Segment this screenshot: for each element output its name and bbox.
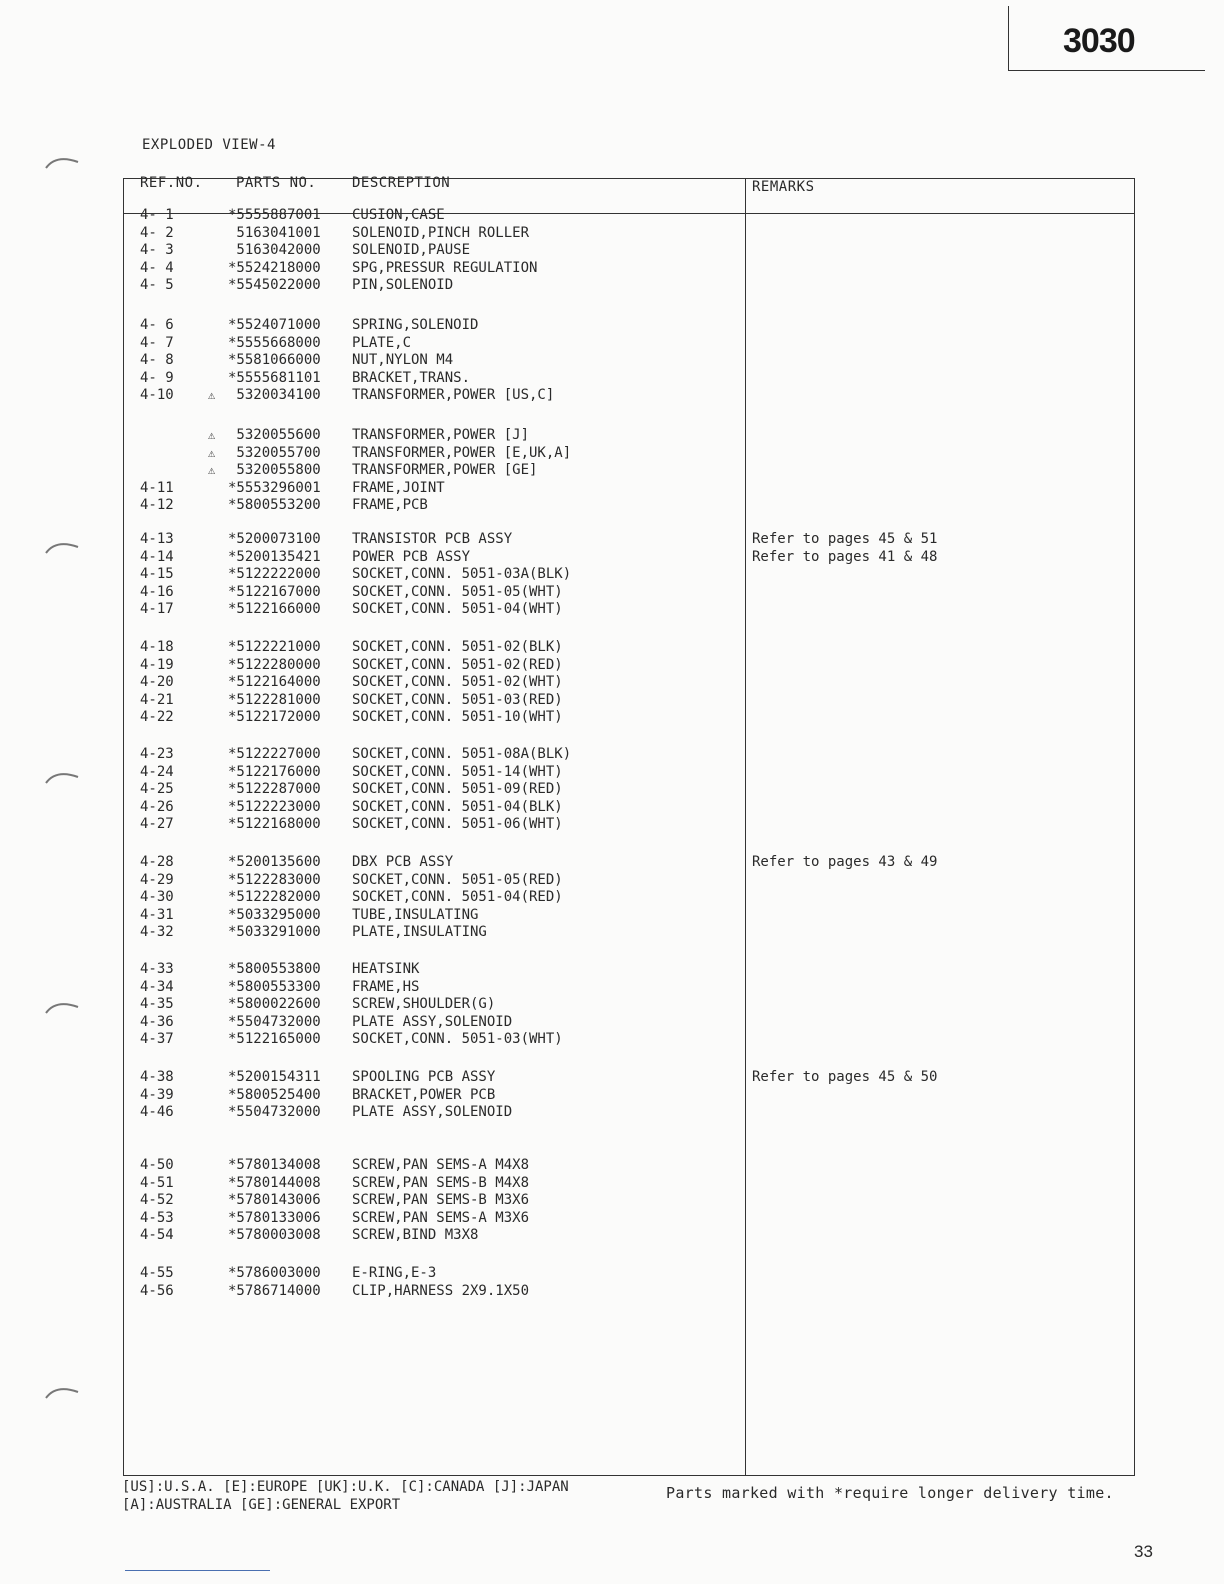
table-row	[124, 531, 1134, 549]
ref-no-cell: 4-27	[140, 816, 174, 833]
ref-no-cell: 4-14	[140, 548, 174, 565]
punch-hole-mark	[42, 150, 86, 172]
table-row	[124, 1210, 1134, 1228]
table-row	[124, 445, 1134, 463]
description-cell: SOCKET,CONN. 5051-14(WHT)	[352, 763, 563, 780]
description-cell: SCREW,PAN SEMS-A M3X6	[352, 1209, 530, 1226]
parts-group	[124, 427, 1134, 515]
table-row	[124, 907, 1134, 925]
description-cell: SCREW,PAN SEMS-B M4X8	[352, 1174, 530, 1191]
table-row	[124, 639, 1134, 657]
punch-hole-mark	[42, 765, 86, 787]
description-cell: TUBE,INSULATING	[352, 906, 479, 923]
parts-group	[124, 317, 1134, 405]
safety-warning-icon: ⚠	[208, 428, 216, 442]
description-cell: TRANSFORMER,POWER [J]	[352, 427, 530, 443]
parts-no-cell: *5122166000	[228, 601, 321, 618]
parts-no-cell: *5555887001	[228, 207, 321, 223]
remarks-cell: Refer to pages 41 & 48	[752, 548, 938, 565]
ref-no-cell: 4-10	[140, 387, 174, 404]
description-cell: SOCKET,CONN. 5051-09(RED)	[352, 781, 563, 798]
description-cell: NUT,NYLON M4	[352, 352, 454, 369]
description-cell: SOCKET,CONN. 5051-06(WHT)	[352, 816, 563, 833]
parts-no-cell: *5122165000	[228, 1031, 321, 1048]
parts-no-cell: 5320034100	[228, 387, 321, 404]
parts-no-cell: *5800553800	[228, 961, 321, 977]
description-cell: CLIP,HARNESS 2X9.1X50	[352, 1282, 530, 1299]
table-row	[124, 225, 1134, 243]
description-cell: SOCKET,CONN. 5051-03(RED)	[352, 691, 563, 708]
parts-no-cell: *5122221000	[228, 639, 321, 655]
parts-group	[124, 1265, 1134, 1300]
bottom-edge-rule	[125, 1570, 270, 1571]
table-row	[124, 427, 1134, 445]
description-cell: SCREW,BIND M3X8	[352, 1227, 479, 1244]
parts-table	[123, 175, 1135, 1476]
ref-no-cell: 4-30	[140, 889, 174, 906]
ref-no-cell: 4-54	[140, 1227, 174, 1244]
description-cell: SCREW,PAN SEMS-A M4X8	[352, 1157, 530, 1173]
section-title: EXPLODED VIEW-4	[142, 137, 276, 153]
parts-no-cell: 5320055600	[228, 427, 321, 443]
table-row	[124, 317, 1134, 335]
parts-group	[124, 746, 1134, 834]
parts-no-cell: *5524071000	[228, 317, 321, 333]
description-cell: HEATSINK	[352, 961, 420, 977]
table-row	[124, 1157, 1134, 1175]
description-cell: POWER PCB ASSY	[352, 548, 471, 565]
table-row	[124, 260, 1134, 278]
ref-no-cell: 4-50	[140, 1157, 174, 1173]
parts-no-cell: *5200154311	[228, 1069, 321, 1085]
parts-no-cell: *5122172000	[228, 709, 321, 726]
parts-no-cell: *5800553300	[228, 978, 321, 995]
safety-warning-icon: ⚠	[208, 445, 216, 460]
punch-hole-mark	[42, 995, 86, 1017]
parts-group	[124, 1069, 1134, 1122]
description-cell: DBX PCB ASSY	[352, 854, 454, 870]
description-cell: FRAME,JOINT	[352, 479, 445, 496]
ref-no-cell: 4- 7	[140, 334, 174, 351]
parts-no-cell: *5122222000	[228, 566, 321, 583]
remarks-cell: Refer to pages 45 & 51	[752, 531, 938, 547]
parts-no-cell: *5555681101	[228, 369, 321, 386]
description-cell: TRANSFORMER,POWER [US,C]	[352, 387, 555, 404]
ref-no-cell: 4- 1	[140, 207, 174, 223]
ref-no-cell: 4-36	[140, 1013, 174, 1030]
parts-no-cell: *5800525400	[228, 1086, 321, 1103]
table-row	[124, 207, 1134, 225]
description-cell: PLATE,C	[352, 334, 412, 351]
ref-no-cell: 4-11	[140, 479, 174, 496]
ref-no-cell: 4-26	[140, 798, 174, 815]
description-cell: CUSION,CASE	[352, 207, 445, 223]
table-row	[124, 584, 1134, 602]
page-number: 33	[1134, 1542, 1153, 1561]
table-row	[124, 480, 1134, 498]
header-parts-no: PARTS NO.	[236, 175, 317, 191]
parts-no-cell: 5163042000	[228, 242, 321, 259]
parts-no-cell: *5780134008	[228, 1157, 321, 1173]
ref-no-cell: 4-22	[140, 709, 174, 726]
table-row	[124, 1175, 1134, 1193]
parts-no-cell: *5780143006	[228, 1192, 321, 1209]
table-row	[124, 1031, 1134, 1049]
ref-no-cell: 4- 6	[140, 317, 174, 333]
table-row	[124, 601, 1134, 619]
parts-no-cell: *5122176000	[228, 763, 321, 780]
model-number-box	[1008, 6, 1205, 71]
parts-no-cell: *5545022000	[228, 277, 321, 294]
table-row	[124, 979, 1134, 997]
ref-no-cell: 4- 5	[140, 277, 174, 294]
description-cell: FRAME,PCB	[352, 497, 428, 514]
ref-no-cell: 4-25	[140, 781, 174, 798]
ref-no-cell: 4-56	[140, 1282, 174, 1299]
ref-no-cell: 4-51	[140, 1174, 174, 1191]
table-row	[124, 996, 1134, 1014]
description-cell: SOCKET,CONN. 5051-02(WHT)	[352, 674, 563, 691]
ref-no-cell: 4- 8	[140, 352, 174, 369]
ref-no-cell: 4- 9	[140, 369, 174, 386]
table-row	[124, 924, 1134, 942]
parts-no-cell: *5122281000	[228, 691, 321, 708]
safety-warning-icon: ⚠	[208, 463, 216, 478]
table-row	[124, 961, 1134, 979]
description-cell: PLATE,INSULATING	[352, 924, 487, 941]
description-cell: SCREW,PAN SEMS-B M3X6	[352, 1192, 530, 1209]
ref-no-cell: 4-31	[140, 906, 174, 923]
ref-no-cell: 4-35	[140, 996, 174, 1013]
parts-no-cell: 5163041001	[228, 224, 321, 241]
parts-no-cell: *5200135600	[228, 854, 321, 870]
table-row	[124, 1192, 1134, 1210]
table-row	[124, 1283, 1134, 1301]
parts-no-cell: *5033291000	[228, 924, 321, 941]
description-cell: TRANSFORMER,POWER [E,UK,A]	[352, 444, 572, 461]
ref-no-cell: 4-13	[140, 531, 174, 547]
ref-no-cell: 4-52	[140, 1192, 174, 1209]
table-row	[124, 497, 1134, 515]
parts-group	[124, 854, 1134, 942]
parts-no-cell: *5780144008	[228, 1174, 321, 1191]
ref-no-cell: 4-29	[140, 871, 174, 888]
table-row	[124, 1265, 1134, 1283]
table-row	[124, 709, 1134, 727]
region-codes-legend	[122, 1478, 569, 1514]
description-cell: SOCKET,CONN. 5051-02(RED)	[352, 656, 563, 673]
table-row	[124, 277, 1134, 295]
parts-no-cell: *5033295000	[228, 906, 321, 923]
table-row	[124, 889, 1134, 907]
table-row	[124, 370, 1134, 388]
parts-no-cell: 5320055800	[228, 462, 321, 479]
table-row	[124, 352, 1134, 370]
ref-no-cell: 4-20	[140, 674, 174, 691]
ref-no-cell: 4-16	[140, 583, 174, 600]
parts-no-cell: *5581066000	[228, 352, 321, 369]
punch-hole-mark	[42, 1380, 86, 1402]
parts-no-cell: *5122167000	[228, 583, 321, 600]
parts-no-cell: *5553296001	[228, 479, 321, 496]
description-cell: SPG,PRESSUR REGULATION	[352, 259, 538, 276]
description-cell: SOCKET,CONN. 5051-08A(BLK)	[352, 746, 572, 762]
parts-no-cell: *5786003000	[228, 1265, 321, 1281]
parts-no-cell: *5122223000	[228, 798, 321, 815]
header-ref-no: REF.NO.	[140, 175, 203, 191]
table-row	[124, 816, 1134, 834]
description-cell: PLATE ASSY,SOLENOID	[352, 1013, 513, 1030]
table-row	[124, 657, 1134, 675]
table-row	[124, 566, 1134, 584]
description-cell: SPRING,SOLENOID	[352, 317, 479, 333]
parts-no-cell: *5504732000	[228, 1013, 321, 1030]
header-description: DESCREPTION	[352, 175, 451, 191]
parts-group	[124, 961, 1134, 1049]
parts-no-cell: *5780133006	[228, 1209, 321, 1226]
table-row	[124, 764, 1134, 782]
parts-no-cell: *5200073100	[228, 531, 321, 547]
ref-no-cell: 4-34	[140, 978, 174, 995]
ref-no-cell: 4-28	[140, 854, 174, 870]
description-cell: SOCKET,CONN. 5051-05(WHT)	[352, 583, 563, 600]
ref-no-cell: 4-46	[140, 1104, 174, 1121]
ref-no-cell: 4-21	[140, 691, 174, 708]
description-cell: SOCKET,CONN. 5051-03A(BLK)	[352, 566, 572, 583]
ref-no-cell: 4- 4	[140, 259, 174, 276]
ref-no-cell: 4-32	[140, 924, 174, 941]
table-row	[124, 1069, 1134, 1087]
description-cell: SOCKET,CONN. 5051-04(BLK)	[352, 798, 563, 815]
ref-no-cell: 4- 2	[140, 224, 174, 241]
parts-no-cell: *5780003008	[228, 1227, 321, 1244]
parts-no-cell: *5122287000	[228, 781, 321, 798]
parts-no-cell: *5504732000	[228, 1104, 321, 1121]
description-cell: SOCKET,CONN. 5051-03(WHT)	[352, 1031, 563, 1048]
parts-group	[124, 207, 1134, 295]
table-row	[124, 854, 1134, 872]
delivery-note: Parts marked with *require longer delivery time.	[666, 1484, 1114, 1502]
parts-group	[124, 639, 1134, 727]
description-cell: TRANSISTOR PCB ASSY	[352, 531, 513, 547]
ref-no-cell: 4-53	[140, 1209, 174, 1226]
ref-no-cell: 4-33	[140, 961, 174, 977]
table-row	[124, 462, 1134, 480]
parts-no-cell: *5122283000	[228, 871, 321, 888]
parts-no-cell: *5524218000	[228, 259, 321, 276]
description-cell: E-RING,E-3	[352, 1265, 437, 1281]
description-cell: SOCKET,CONN. 5051-02(BLK)	[352, 639, 563, 655]
region-codes-line-1: [US]:U.S.A. [E]:EUROPE [UK]:U.K. [C]:CANADA [J]:JAPAN	[122, 1479, 569, 1495]
parts-no-cell: *5122164000	[228, 674, 321, 691]
safety-warning-icon: ⚠	[208, 388, 216, 403]
parts-no-cell: *5200135421	[228, 548, 321, 565]
table-row	[124, 1104, 1134, 1122]
parts-no-cell: *5786714000	[228, 1282, 321, 1299]
ref-no-cell: 4-19	[140, 656, 174, 673]
parts-no-cell: *5122227000	[228, 746, 321, 762]
remarks-cell: Refer to pages 43 & 49	[752, 854, 938, 870]
description-cell: BRACKET,POWER PCB	[352, 1086, 496, 1103]
table-row	[124, 781, 1134, 799]
header-remarks: REMARKS	[752, 179, 815, 195]
table-row	[124, 692, 1134, 710]
description-cell: SOCKET,CONN. 5051-04(WHT)	[352, 601, 563, 618]
table-row	[124, 549, 1134, 567]
parts-no-cell: *5122168000	[228, 816, 321, 833]
ref-no-cell: 4-55	[140, 1265, 174, 1281]
table-row	[124, 1087, 1134, 1105]
punch-hole-mark	[42, 535, 86, 557]
table-row	[124, 872, 1134, 890]
ref-no-cell: 4-37	[140, 1031, 174, 1048]
region-codes-line-2: [A]:AUSTRALIA [GE]:GENERAL EXPORT	[122, 1497, 401, 1513]
description-cell: SOCKET,CONN. 5051-05(RED)	[352, 871, 563, 888]
parts-no-cell: *5800553200	[228, 497, 321, 514]
ref-no-cell: 4-23	[140, 746, 174, 762]
ref-no-cell: 4-12	[140, 497, 174, 514]
table-row	[124, 387, 1134, 405]
ref-no-cell: 4-39	[140, 1086, 174, 1103]
table-row	[124, 746, 1134, 764]
description-cell: SCREW,SHOULDER(G)	[352, 996, 496, 1013]
description-cell: PIN,SOLENOID	[352, 277, 454, 294]
parts-no-cell: 5320055700	[228, 444, 321, 461]
description-cell: FRAME,HS	[352, 978, 420, 995]
model-number: 3030	[1063, 22, 1135, 60]
parts-no-cell: *5122282000	[228, 889, 321, 906]
table-row	[124, 1014, 1134, 1032]
description-cell: PLATE ASSY,SOLENOID	[352, 1104, 513, 1121]
ref-no-cell: 4-24	[140, 763, 174, 780]
description-cell: SOLENOID,PAUSE	[352, 242, 471, 259]
parts-group	[124, 1157, 1134, 1245]
ref-no-cell: 4-18	[140, 639, 174, 655]
description-cell: SOCKET,CONN. 5051-04(RED)	[352, 889, 563, 906]
parts-no-cell: *5122280000	[228, 656, 321, 673]
ref-no-cell: 4-15	[140, 566, 174, 583]
table-row	[124, 242, 1134, 260]
table-row	[124, 799, 1134, 817]
table-row	[124, 335, 1134, 353]
parts-group	[124, 531, 1134, 619]
remarks-cell: Refer to pages 45 & 50	[752, 1069, 938, 1085]
table-row	[124, 1227, 1134, 1245]
description-cell: SOLENOID,PINCH ROLLER	[352, 224, 530, 241]
parts-no-cell: *5800022600	[228, 996, 321, 1013]
parts-no-cell: *5555668000	[228, 334, 321, 351]
ref-no-cell: 4-17	[140, 601, 174, 618]
description-cell: SPOOLING PCB ASSY	[352, 1069, 496, 1085]
ref-no-cell: 4-38	[140, 1069, 174, 1085]
ref-no-cell: 4- 3	[140, 242, 174, 259]
description-cell: TRANSFORMER,POWER [GE]	[352, 462, 538, 479]
description-cell: BRACKET,TRANS.	[352, 369, 471, 386]
description-cell: SOCKET,CONN. 5051-10(WHT)	[352, 709, 563, 726]
table-row	[124, 674, 1134, 692]
